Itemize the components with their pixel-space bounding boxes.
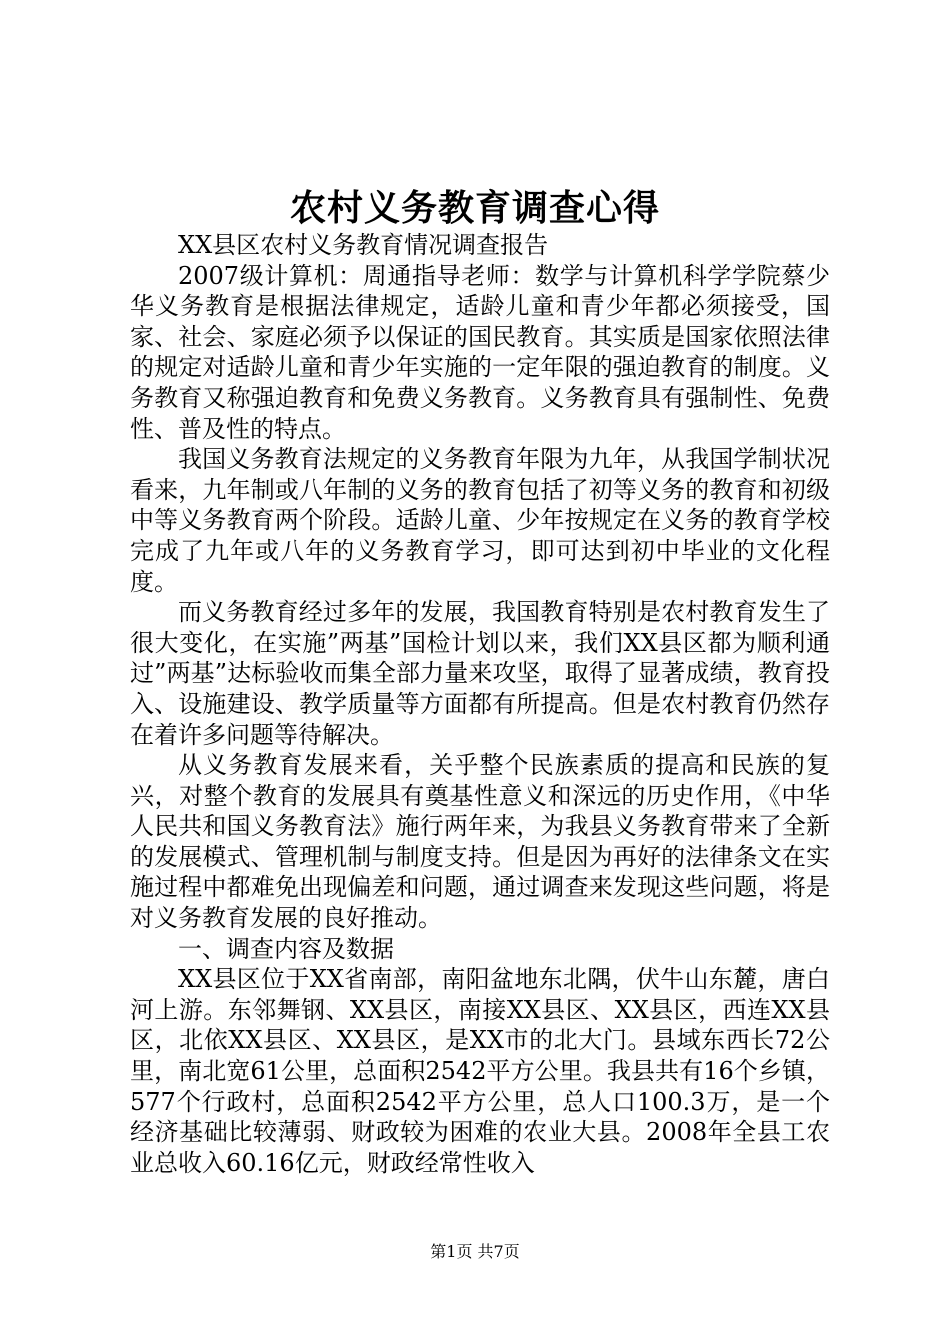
body-paragraph: 而义务教育经过多年的发展，我国教育特别是农村教育发生了很大变化，在实施”两基”国检计划以来，我们XX县区都为顺利通过”两基”达标验收而集全部力量来攻坚，取得了显著成绩，教育投入、设施建设、教学质量等方面都有所提高。但是农村教育仍然存在着许多问题等待解决。: [130, 598, 830, 749]
body-paragraph: 我国义务教育法规定的义务教育年限为九年，从我国学制状况看来，九年制或八年制的义务的教育包括了初等义务的教育和初级中等义务教育两个阶段。适龄儿童、少年按规定在义务的教育学校完成了九年或八年的义务教育学习，即可达到初中毕业的文化程度。: [130, 445, 830, 596]
report-heading-paragraph: XX县区农村义务教育情况调查报告: [178, 231, 549, 259]
body-paragraph: 从义务教育发展来看，关乎整个民族素质的提高和民族的复兴，对整个教育的发展具有奠基性意义和深远的历史作用，《中华人民共和国义务教育法》施行两年来，为我县义务教育带来了全新的发展模式、管理机制与制度支持。但是因为再好的法律条文在实施过程中都难免出现偏差和问题，通过调查来发现这些问题，将是对义务教育发展的良好推动。: [130, 751, 830, 933]
body-paragraph: XX县区位于XX省南部，南阳盆地东北隅，伏牛山东麓，唐白河上游。东邻舞钢、XX县区，南接XX县区、XX县区，西连XX县区，北依XX县区、XX县区，是XX市的北大门。县域东西长72公里，南北宽61公里，总面积2542平方公里。我县共有16个乡镇，577个行政村，总面积2542平方公里，总人口100.3万，是一个经济基础比较薄弱、财政较为困难的农业大县。2008年全县工农业总收入60.16亿元，财政经常性收入: [130, 965, 830, 1177]
body-paragraph: 2007级计算机：周通指导老师：数学与计算机科学学院蔡少华义务教育是根据法律规定，适龄儿童和青少年都必须接受，国家、社会、家庭必须予以保证的国民教育。其实质是国家依照法律的规定对适龄儿童和青少年实施的一定年限的强迫教育的制度。义务教育又称强迫教育和免费义务教育。义务教育具有强制性、免费性、普及性的特点。: [130, 261, 830, 443]
document-body: [130, 230, 830, 1178]
section-heading: 一、调查内容及数据: [178, 934, 394, 963]
page-footer: 第1页 共7页: [430, 1242, 520, 1261]
document-title: 农村义务教育调查心得: [289, 187, 660, 229]
